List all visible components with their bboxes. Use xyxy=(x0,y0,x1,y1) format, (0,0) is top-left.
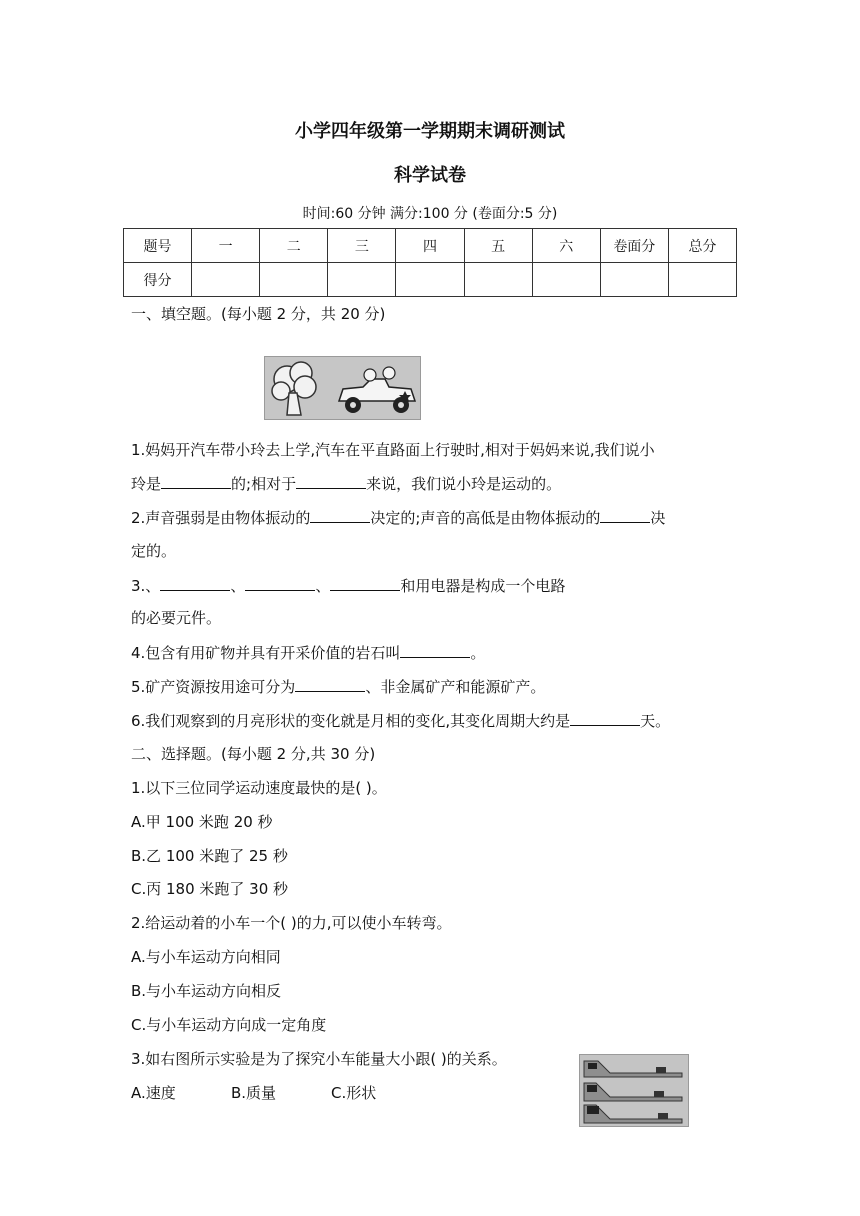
choice-option-b[interactable]: B.与小车运动方向相反 xyxy=(131,982,282,1000)
ramp-experiment-illustration xyxy=(579,1054,689,1127)
choice-question-2-stem: 2.给运动着的小车一个( )的力,可以使小车转弯。 xyxy=(131,914,452,932)
score-input-cell[interactable] xyxy=(464,263,532,297)
score-table-header-cell: 二 xyxy=(260,229,328,263)
score-table-header-cell: 四 xyxy=(396,229,464,263)
tree-car-drawing xyxy=(265,357,420,419)
answer-blank[interactable] xyxy=(600,506,650,523)
score-table-score-row xyxy=(124,263,737,297)
answer-blank[interactable] xyxy=(400,641,470,658)
choice-question-3-stem: 3.如右图所示实验是为了探究小车能量大小跟( )的关系。 xyxy=(131,1050,507,1068)
answer-blank[interactable] xyxy=(160,574,230,591)
fill-question-5-text: 5.矿产资源按用途可分为 xyxy=(131,678,296,696)
score-input-cell[interactable] xyxy=(396,263,464,297)
fill-question-4-text: 。 xyxy=(470,644,486,662)
fill-question-4-text: 4.包含有用矿物并具有开采价值的岩石叫 xyxy=(131,644,401,662)
tree-car-illustration xyxy=(264,356,421,420)
score-table-header-cell: 总分 xyxy=(668,229,736,263)
fill-question-1-text: 1.妈妈开汽车带小玲去上学,汽车在平直路面上行驶时,相对于妈妈来说,我们说小 xyxy=(131,441,655,459)
score-table-header-row xyxy=(124,229,737,263)
exam-title: 小学四年级第一学期期末调研测试 xyxy=(295,121,565,142)
fill-question-3-text: 的必要元件。 xyxy=(131,609,222,627)
score-table xyxy=(123,228,737,297)
score-table-header-cell: 六 xyxy=(532,229,600,263)
fill-question-1-text: 玲是 xyxy=(131,475,162,493)
score-table-header-cell: 三 xyxy=(328,229,396,263)
fill-question-6-text: 天。 xyxy=(640,712,671,730)
score-table-header-cell: 题号 xyxy=(124,229,192,263)
fill-question-1-text: 来说，我们说小玲是运动的。 xyxy=(366,475,562,493)
answer-blank[interactable] xyxy=(245,574,315,591)
choice-option-a[interactable]: A.速度 xyxy=(131,1084,176,1102)
fill-question-1-line-2 xyxy=(131,472,561,495)
fill-question-5 xyxy=(131,675,545,698)
fill-question-2-text: 决 xyxy=(650,509,666,527)
score-input-cell[interactable] xyxy=(328,263,396,297)
score-table-header-cell: 五 xyxy=(464,229,532,263)
fill-question-4 xyxy=(131,641,485,664)
score-input-cell[interactable] xyxy=(532,263,600,297)
choice-option-c[interactable]: C.形状 xyxy=(331,1084,377,1102)
choice-option-b[interactable]: B.乙 100 米跑了 25 秒 xyxy=(131,847,288,865)
choice-option-b[interactable]: B.质量 xyxy=(231,1084,277,1102)
fill-question-2-text: 决定的;声音的高低是由物体振动的 xyxy=(370,509,601,527)
answer-blank[interactable] xyxy=(296,472,366,489)
answer-blank[interactable] xyxy=(161,472,231,489)
choice-option-a[interactable]: A.与小车运动方向相同 xyxy=(131,948,281,966)
answer-blank[interactable] xyxy=(295,675,365,692)
section2-heading: 二、选择题。(每小题 2 分,共 30 分) xyxy=(131,745,376,763)
fill-question-2-text: 2.声音强弱是由物体振动的 xyxy=(131,509,311,527)
choice-option-a[interactable]: A.甲 100 米跑 20 秒 xyxy=(131,813,273,831)
score-table-header-cell: 一 xyxy=(192,229,260,263)
score-table-header-cell: 卷面分 xyxy=(600,229,668,263)
score-input-cell[interactable] xyxy=(668,263,736,297)
exam-subtitle: 科学试卷 xyxy=(394,165,466,186)
fill-question-3-line-2 xyxy=(131,607,221,629)
section1-heading: 一、填空题。(每小题 2 分，共 20 分) xyxy=(131,305,386,323)
exam-info: 时间:60 分钟 满分:100 分 (卷面分:5 分) xyxy=(302,206,558,222)
fill-question-6-text: 6.我们观察到的月亮形状的变化就是月相的变化,其变化周期大约是 xyxy=(131,712,571,730)
fill-question-6 xyxy=(131,709,670,732)
ramp-experiment-drawing xyxy=(580,1055,688,1126)
answer-blank[interactable] xyxy=(330,574,400,591)
answer-blank[interactable] xyxy=(570,709,640,726)
fill-question-1-text: 的;相对于 xyxy=(231,475,297,493)
fill-question-2-text: 定的。 xyxy=(131,542,177,560)
score-input-cell[interactable] xyxy=(192,263,260,297)
answer-blank[interactable] xyxy=(310,506,370,523)
choice-question-3-options xyxy=(131,1082,376,1104)
choice-option-c[interactable]: C.与小车运动方向成一定角度 xyxy=(131,1016,327,1034)
fill-question-3-line-1 xyxy=(131,574,565,597)
fill-question-3-text: 、 xyxy=(230,577,246,595)
fill-question-3-text: 3.、 xyxy=(131,577,161,595)
fill-question-3-text: 和用电器是构成一个电路 xyxy=(400,577,566,595)
fill-question-2-line-2 xyxy=(131,540,176,562)
fill-question-5-text: 、非金属矿产和能源矿产。 xyxy=(365,678,546,696)
fill-question-2-line-1 xyxy=(131,506,665,529)
fill-question-1-line-1 xyxy=(131,439,655,461)
choice-option-c[interactable]: C.丙 180 米跑了 30 秒 xyxy=(131,880,289,898)
choice-question-1-stem: 1.以下三位同学运动速度最快的是( )。 xyxy=(131,779,387,797)
fill-question-3-text: 、 xyxy=(315,577,331,595)
score-input-cell[interactable] xyxy=(260,263,328,297)
score-input-cell[interactable] xyxy=(600,263,668,297)
score-row-label: 得分 xyxy=(124,263,192,297)
